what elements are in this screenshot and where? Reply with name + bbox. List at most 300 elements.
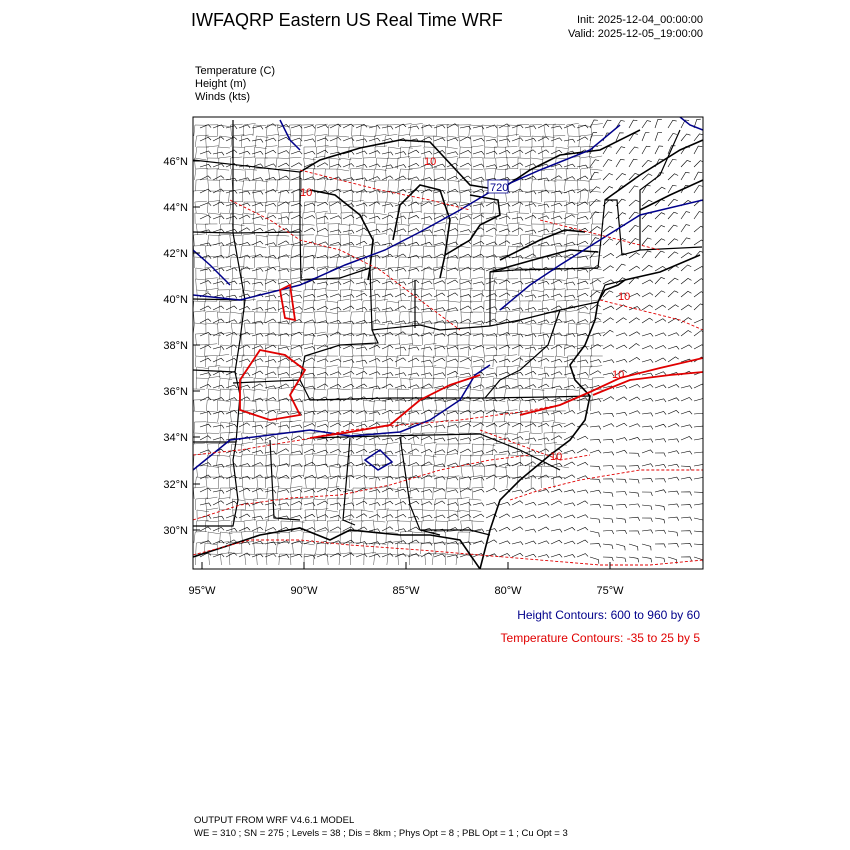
wind-barb [421, 436, 432, 440]
county-line [277, 179, 290, 191]
wind-barb [304, 294, 315, 297]
wind-barb [252, 191, 263, 194]
wind-barb [447, 411, 458, 414]
wind-barb [681, 411, 692, 414]
wind-barb [655, 333, 666, 336]
county-line [529, 202, 541, 213]
wind-barb [239, 228, 250, 232]
wind-barb [681, 386, 692, 389]
wind-barb [304, 358, 315, 362]
field-height: Height (m) [195, 78, 247, 90]
wind-barb [434, 177, 445, 180]
wind-barb [616, 318, 627, 323]
wind-barb [317, 242, 328, 245]
county-line [361, 344, 373, 356]
wind-barb [473, 177, 484, 180]
county-line [376, 125, 389, 136]
wind-barb [681, 225, 690, 232]
county-line [448, 301, 460, 312]
wind-barb [395, 373, 406, 376]
wind-barb [317, 216, 328, 219]
county-line [361, 510, 373, 521]
wind-barb [577, 269, 588, 272]
wind-barb [473, 437, 484, 440]
wind-barb [577, 476, 588, 479]
wind-barb [538, 190, 549, 193]
wind-barb [434, 333, 445, 336]
county-line [457, 532, 470, 543]
wind-barb [200, 243, 211, 246]
model-info-line-1: OUTPUT FROM WRF V4.6.1 MODEL [194, 815, 355, 826]
wind-barb [538, 412, 549, 415]
county-line [268, 367, 280, 378]
wind-barb [642, 265, 652, 271]
wind-barb [213, 332, 224, 336]
wind-barb [239, 488, 250, 492]
lat-label-32n: 32°N [163, 479, 188, 491]
wind-barb [655, 305, 666, 310]
wind-barb [473, 241, 484, 245]
wind-barb [616, 333, 627, 336]
wind-barb [642, 238, 651, 245]
wind-barb [681, 543, 692, 547]
wind-barb [213, 490, 224, 493]
county-line [578, 301, 590, 312]
wind-barb [655, 251, 665, 258]
wind-barb [642, 479, 653, 483]
wind-barb [382, 541, 393, 544]
county-line [339, 552, 352, 565]
wind-barb [642, 146, 650, 154]
county-line [425, 235, 437, 246]
county-line [447, 136, 459, 147]
county-line [314, 202, 327, 213]
wind-barb [642, 293, 653, 297]
wind-barb [343, 295, 354, 298]
wind-barb [655, 277, 665, 284]
county-line [520, 147, 532, 158]
wind-barb [512, 527, 523, 531]
wind-barb [655, 439, 666, 442]
county-line [280, 334, 292, 345]
wind-barb [239, 514, 250, 518]
wind-barb [577, 436, 588, 440]
county-line [497, 125, 509, 136]
county-line [401, 323, 413, 334]
county-line [423, 487, 435, 499]
wind-barb [655, 239, 665, 245]
wind-barb [512, 243, 523, 246]
wind-barb [655, 372, 666, 375]
wind-barb [265, 243, 276, 246]
wind-barb [512, 553, 523, 557]
wind-barb [486, 139, 497, 142]
county-line [505, 235, 518, 246]
wind-barb [564, 345, 575, 349]
wind-barb [525, 385, 536, 388]
wind-barb [473, 189, 484, 193]
wind-barb [668, 424, 679, 427]
wind-barb [655, 119, 662, 128]
wind-barb [629, 517, 640, 521]
lat-label-36n: 36°N [163, 386, 188, 398]
wind-barb [213, 202, 224, 206]
wind-barb [629, 147, 638, 154]
wind-barb [668, 410, 679, 414]
wind-barb [330, 411, 341, 414]
county-line [398, 300, 410, 312]
wind-barb [616, 412, 627, 415]
wind-barb [226, 358, 237, 362]
wind-barb [655, 518, 665, 523]
wind-barb [603, 479, 614, 483]
wind-barb [551, 436, 562, 440]
county-line [424, 442, 436, 455]
wind-barb [629, 424, 640, 427]
wind-barb [642, 160, 652, 167]
wind-barb [252, 241, 263, 245]
county-line [268, 257, 280, 268]
county-line [493, 279, 506, 290]
county-line [291, 466, 303, 477]
wind-barb [460, 449, 471, 453]
wind-barb [551, 554, 562, 557]
wind-barb [655, 146, 663, 154]
wind-barb [473, 385, 484, 388]
wind-barb [252, 463, 263, 466]
county-line [483, 158, 495, 169]
wind-barb [512, 163, 523, 167]
wind-barb [317, 268, 328, 271]
wind-barb [642, 464, 653, 467]
wind-barb [460, 503, 471, 506]
wind-barb [304, 203, 315, 206]
wind-barb [239, 138, 250, 141]
county-line [279, 134, 291, 147]
wind-barb [499, 280, 510, 284]
wind-barb [642, 426, 653, 430]
county-line [461, 466, 473, 477]
wind-barb [460, 306, 471, 310]
county-line [471, 356, 484, 367]
county-line [507, 400, 519, 411]
latitude-axis [193, 161, 200, 530]
wind-barb [512, 308, 523, 311]
county-line [396, 355, 409, 367]
wind-barb [486, 410, 497, 414]
county-line [219, 301, 231, 312]
county-line [458, 356, 470, 367]
wind-barb [642, 133, 649, 141]
wind-barb [616, 466, 626, 470]
wind-barb [603, 187, 613, 193]
county-line [518, 323, 530, 334]
wind-barb [252, 139, 263, 142]
wind-barb [252, 425, 263, 428]
wind-barb [447, 346, 458, 349]
county-line [482, 125, 494, 136]
wind-barb [603, 439, 614, 443]
wind-barb [694, 172, 702, 180]
wind-barb [434, 501, 445, 505]
lat-label-40n: 40°N [163, 294, 188, 306]
wind-barb [213, 229, 224, 232]
county-line [220, 422, 233, 433]
wind-barb [226, 488, 237, 492]
wind-barb [538, 541, 549, 544]
wind-barb [512, 281, 523, 284]
wind-barb [499, 150, 510, 154]
county-line [280, 421, 293, 433]
county-line [484, 400, 496, 411]
wind-barb [200, 436, 211, 440]
county-line [541, 169, 554, 180]
wind-barb [317, 334, 328, 337]
wind-barb [603, 530, 614, 534]
wind-barb [369, 372, 380, 375]
county-line [304, 411, 316, 422]
wind-barb [642, 359, 653, 362]
wind-barb [564, 177, 575, 180]
wind-barb [590, 371, 601, 375]
county-line [470, 257, 482, 268]
wind-barb [655, 319, 666, 323]
county-line [351, 444, 363, 455]
wind-barb [551, 372, 562, 375]
county-line [276, 158, 289, 169]
county-line [243, 421, 255, 433]
county-line [362, 300, 375, 312]
wind-barb [291, 138, 302, 141]
wind-barb [304, 139, 315, 142]
county-line [456, 554, 469, 565]
wind-barb [551, 203, 562, 206]
wind-barb [252, 516, 263, 519]
wind-barb [317, 163, 328, 167]
county-line [289, 145, 302, 158]
county-line [375, 257, 387, 268]
county-line [304, 465, 317, 477]
wind-barb [551, 529, 562, 532]
wind-barb [252, 203, 263, 206]
wind-barb [317, 138, 328, 141]
wind-barb [460, 267, 471, 271]
wind-barb [343, 268, 354, 271]
county-line [352, 323, 364, 334]
wind-barb [538, 384, 549, 388]
county-line [207, 235, 220, 246]
county-line [518, 465, 530, 477]
wind-barb [551, 411, 562, 414]
wind-barb [629, 212, 639, 219]
wind-barb [226, 216, 237, 219]
wind-barb [408, 449, 419, 453]
wind-barb [239, 125, 250, 128]
county-line [349, 475, 361, 488]
wind-barb [590, 200, 600, 206]
wind-barb [304, 228, 315, 232]
wind-barb [577, 137, 588, 141]
wind-barb [681, 505, 692, 509]
county-line [288, 201, 301, 213]
wind-barb [590, 360, 601, 363]
height-contour-legend: Height Contours: 600 to 960 by 60 [517, 608, 700, 622]
wind-barb [629, 557, 639, 562]
wind-barb [629, 332, 640, 336]
wind-barb [590, 490, 601, 493]
wind-barb [317, 384, 328, 388]
county-line [243, 488, 255, 499]
county-line [288, 212, 301, 224]
wind-barb [291, 163, 302, 167]
wind-barb [668, 504, 679, 508]
county-line [445, 367, 457, 378]
wind-barb [629, 479, 639, 483]
wind-barb [629, 384, 640, 388]
county-line [193, 323, 206, 334]
wind-barb [681, 172, 690, 180]
county-line [449, 510, 461, 521]
wind-barb [291, 451, 302, 454]
wind-barb [668, 544, 679, 548]
wind-barb [421, 347, 432, 350]
wind-barb [616, 147, 625, 154]
wind-barb [460, 137, 471, 141]
wind-barb [265, 464, 276, 467]
wind-barb [356, 282, 367, 285]
wind-barb [200, 412, 211, 415]
wind-barb [200, 397, 211, 401]
wind-barb [421, 384, 432, 388]
wind-barb [512, 490, 523, 493]
wind-barb [668, 318, 679, 323]
wind-barb [317, 410, 328, 414]
wind-barb [642, 226, 652, 232]
county-line [206, 422, 219, 433]
wind-barb [382, 229, 393, 232]
wind-barb [252, 384, 263, 388]
county-line [313, 257, 325, 268]
county-line [493, 411, 506, 422]
wind-barb [603, 424, 614, 427]
wind-barb [564, 503, 575, 506]
county-line [326, 301, 338, 312]
wind-barb [421, 542, 432, 545]
wind-barb [564, 475, 575, 479]
county-line [304, 323, 317, 334]
wind-barb [603, 505, 613, 510]
county-line [219, 234, 231, 246]
county-line [216, 354, 229, 367]
height-contour-label: 720 [490, 182, 509, 194]
wind-barb [369, 164, 380, 167]
county-line [564, 180, 577, 191]
wind-barb [616, 213, 626, 219]
wind-barb [356, 475, 367, 479]
county-line [375, 146, 387, 158]
wind-barb [278, 347, 289, 350]
wind-barb [460, 254, 471, 258]
county-line [564, 345, 577, 356]
wind-barb [265, 436, 276, 440]
wind-barb [291, 489, 302, 492]
county-line [193, 301, 206, 312]
wind-barb [421, 489, 432, 492]
wind-barb [616, 423, 627, 427]
county-line [517, 477, 530, 488]
county-line [194, 257, 206, 268]
wind-barb [447, 490, 458, 493]
county-line [460, 279, 472, 290]
wind-barb [382, 321, 393, 324]
wind-barb [200, 373, 211, 376]
county-line [327, 411, 339, 422]
county-line [541, 323, 554, 334]
wind-barb [564, 527, 575, 531]
wind-barb [681, 160, 691, 167]
county-line [244, 400, 256, 411]
county-line [507, 157, 519, 169]
wind-barb [408, 242, 419, 245]
county-line [218, 322, 230, 334]
wind-barb [226, 528, 237, 531]
county-line [471, 277, 483, 290]
wind-barb [343, 306, 354, 310]
wind-barb [590, 518, 600, 523]
county-line [339, 543, 351, 554]
county-line [505, 378, 517, 389]
county-line [433, 367, 445, 378]
county-line [569, 189, 581, 202]
wind-barb [330, 254, 341, 258]
county-line [398, 554, 410, 565]
county-line [316, 509, 328, 521]
wind-barb [668, 252, 678, 258]
county-line [206, 278, 218, 290]
wind-barb [330, 164, 341, 167]
county-line [520, 301, 532, 312]
wind-barb [395, 358, 406, 362]
county-line [254, 257, 266, 268]
wind-barb [239, 215, 250, 219]
county-line [401, 378, 413, 389]
wind-barb [200, 137, 211, 141]
wind-barb [616, 530, 627, 534]
county-line [328, 400, 340, 411]
county-line [315, 246, 328, 257]
county-line [254, 543, 266, 554]
wind-barb [525, 307, 536, 310]
wind-barb [239, 320, 250, 323]
county-line [448, 180, 460, 191]
wind-barb [408, 150, 419, 154]
wind-barb [551, 515, 562, 518]
wind-barb [577, 398, 588, 401]
temp-contour-label-5: 10 [424, 156, 437, 168]
wind-barb [408, 527, 419, 531]
wind-barb [356, 241, 367, 245]
wind-barb [590, 426, 601, 430]
wind-barb [603, 266, 614, 271]
county-line [341, 356, 353, 367]
wind-barb [629, 411, 640, 414]
wind-barb [252, 450, 263, 453]
county-line [254, 224, 266, 235]
wind-barb [681, 291, 691, 297]
wind-barb [278, 412, 289, 415]
wind-barb [642, 305, 653, 310]
county-line [531, 179, 544, 191]
